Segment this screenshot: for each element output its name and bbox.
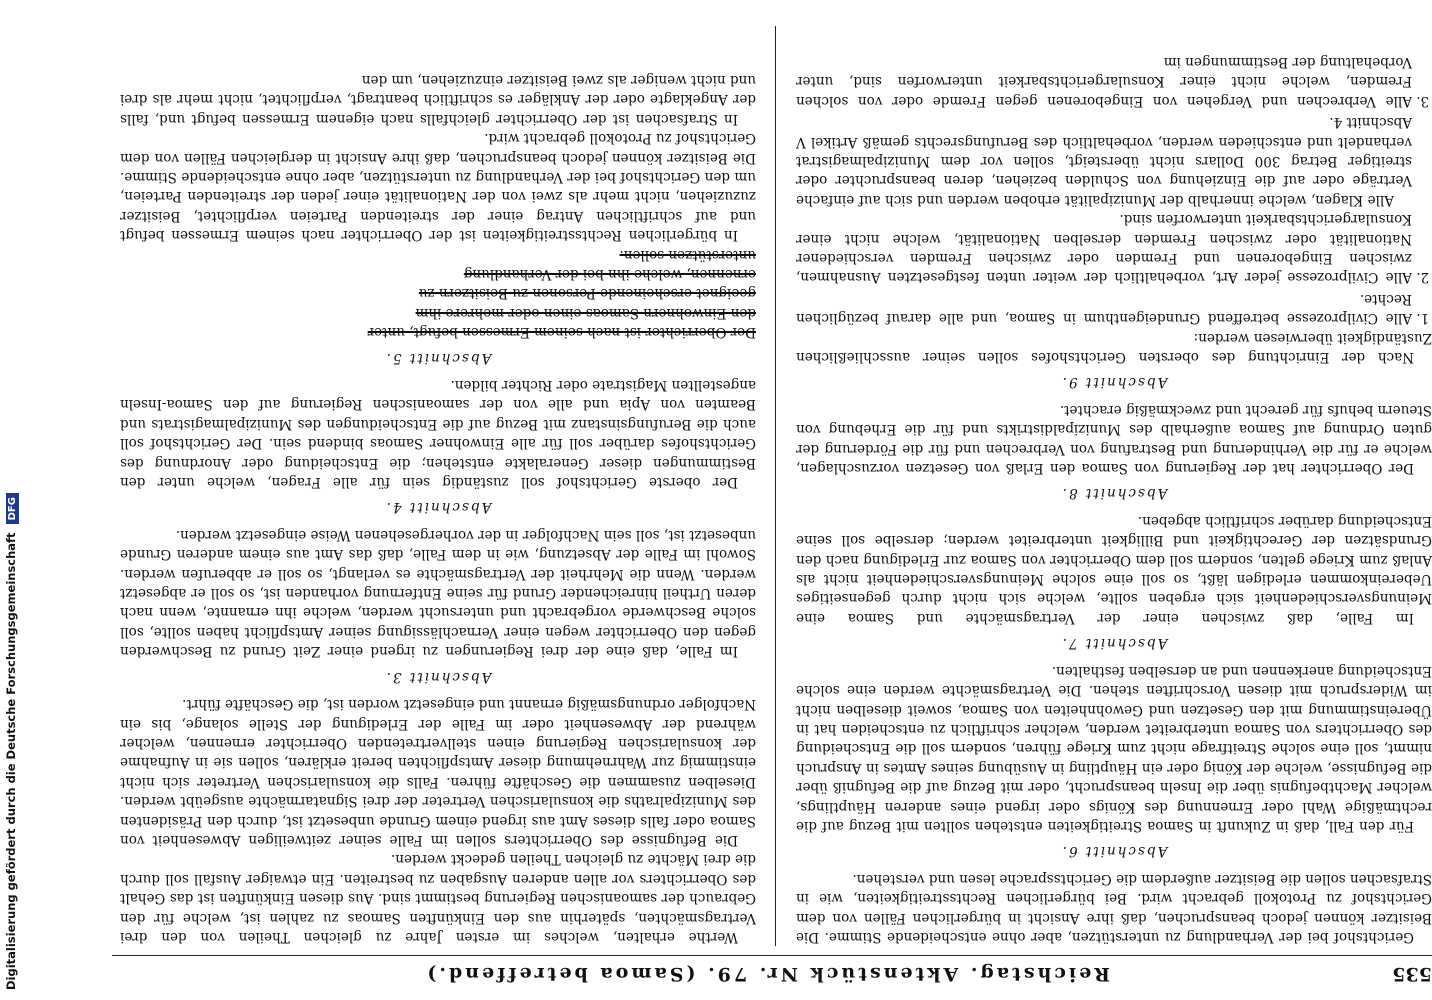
paragraph: Der Oberrichter hat der Regierung von Samoa den Erlaß von Gesetzen vorzuschlagen, welche er für die Verhinderung und Bestrafung von Verbrechen und für die Förderung der guten Ordnung auf Samoa außerhalb des Munizipaldistrikts und für die Erhebung von Steuern behufs für gerecht und zweckmäßig erachtet. (796, 401, 1432, 477)
paragraph: Im Falle, daß zwischen einer der Vertragsmächte und Samoa eine Meinungsverschiedenheit sich ergeben sollte, welche sich nicht durch gegenseitiges Uebereinkommen erledigen läßt, so soll eine solche Meinungsverschiedenheit nicht als Anlaß zum Kriege gelten, sondern soll dem Oberrichter von Samoa zur Erledigung nach den Grundsätzen der Gerechtigkeit und Billigkeit unterbreitet werden; derselbe soll seine Entscheidung darüber schriftlich abgeben. (796, 512, 1432, 626)
page-header (112, 960, 1432, 988)
section-heading: Abschnitt 9. (1060, 374, 1168, 391)
paragraph: Die Befugnisse des Oberrichters sollen im Falle seiner zeitweiligen Abwesenheit von Samoa oder falls dieses Amt aus irgend einem Grunde unbesetzt ist, durch den Präsidenten des Munizipalraths die konsularischen Vertreter der drei Signatarmächte ausgeübt werden. Dieselben zusammen die Geschäfte führen. Falls die konsularischen Vertreter sich nicht einstimmig zur Wahrnehmung dieser Amtspflichten bereit erklären, sollen sie in Aufnahme der konsularischen Regierung einen stellvertretenden Oberrichter ernennen, welcher während der Abwesenheit oder im Falle der Erledigung der Stelle solange, bis ein Nachfolger ordnungsmäßig ernannt und eingesetzt worden ist, die Geschäfte führt. (120, 696, 756, 848)
paragraph: Werthe erhalten, welches im ersten Jahre zu gleichen Theilen von den drei Vertragsmächten, späterhin aus den Einkünften Samoas zu zahlen ist, welche für den Gebrauch der samoanischen Regierung bestimmt sind. Aus diesen Einkünften ist das Gehalt des Oberrichters vor allen anderen Ausgaben zu bestreiten. Ein etwaiger Ausfall soll durch die drei Mächte zu gleichen Theilen gedeckt werden. (120, 851, 756, 945)
paragraph: Der oberste Gerichtshof soll zuständig sein für alle Fragen, welche unter den Bestimmungen dieser Generalakte entstehen; die Entscheidung oder Anordnung des Gerichtshofes darüber soll für alle Einwohner Samoas bindend sein. Der Gerichtshof soll auch die Berufungsinstanz mit Bezug auf die Entscheidungen des Munizipalmagistrats und Beamten von Apia und alle von der samoanischen Regierung auf den Samoa-Inseln angestellten Magistrate oder Richter bilden. (120, 377, 756, 491)
struck-line: unterstützen sollen. (619, 246, 756, 263)
struck-line: ernennen, welche ihn bei der Verhandlung (463, 266, 756, 282)
struck-line: geeignet erscheinende Personen zu Beisitzern zu (418, 285, 756, 302)
paragraph: Für den Fall, daß in Zukunft in Samoa Streitigkeiten entstehen sollten mit Bezug auf die rechtmäßige Wahl oder Ernennung des Königs oder irgend eines anderen Häuptlings, welcher Machtbefugnis über die Inseln beansprucht, oder mit Bezug auf die Befugniß über die Befugnisse, welche der König oder ein Häuptling in Ausübung seines Amtes in Anspruch nimmt, soll eine solche Streitfrage nicht zum Kriege führen, sondern soll die Entscheidung des Oberrichters von Samoa unterbreitet werden, welcher schriftlich zu entscheiden hat in Übereinstimmung mit den Gesetzen und Gewohnheiten von Samoa, soweit dieselben nicht im Widerspruch mit diesen Vorschriften stehen. Die Vertragsmächte werden eine solche Entscheidung anerkennen und an derselben festhalten. (796, 662, 1432, 834)
section-heading: Abschnitt 4. (384, 499, 492, 516)
struck-line: den Einwohnern Samoas einen oder mehrere ihm (415, 304, 756, 321)
section-heading: Abschnitt 6. (1060, 843, 1168, 860)
paragraph: Gerichtshof bei der Verhandlung zu unterstützen, aber ohne entscheidende Stimme. Die Beisitzer können jedoch beanspruchen, daß ihre Ansicht in bürgerlichen Fällen von dem Gerichtshof zu Protokoll gebracht wird. Bei bürgerlichen Rechtsstreitigkeiten, wie in Strafsachen sollen die Beisitzer außerdem die Gerichtssprache lesen und verstehen. (796, 870, 1432, 945)
column-divider (775, 26, 776, 946)
struck-passage (120, 244, 756, 341)
header-rule (112, 955, 1432, 956)
list-item-text: Alle Civilprozesse jeder Art, vorbehaltlich der weiter unten festgesetzten Ausnahmen, zwischen Eingeborenen und Fremden oder zwischen Fremden verschiedener Nationalität oder zwischen Fremden derselben Nationalität, welche nicht einer Konsulargerichtsbarkeit unterworfen sind. (796, 211, 1412, 286)
section-heading: Abschnitt 5. (384, 349, 492, 366)
paragraph: Nach der Einrichtung des obersten Gerichtshofes sollen seiner ausschließlichen Zuständigkeit überwiesen werden: (796, 329, 1432, 366)
column-right (796, 11, 1432, 946)
dfg-logo: DFG (6, 493, 19, 524)
paragraph: In Strafsachen ist der Oberrichter gleichfalls nach eigenem Ermessen befugt und, falls der Angeklagte oder der Ankläger es schriftlich beantragt, verpflichtet, nicht mehr als drei und nicht weniger als zwei Beisitzer einzuziehen, um den (120, 71, 756, 127)
section-heading: Abschnitt 8. (1060, 485, 1168, 502)
digitisation-credit (4, 493, 19, 990)
page-number: 535 (1392, 963, 1432, 985)
digitisation-sidebar (0, 0, 20, 1000)
paragraph: Alle Klagen, welche innerhalb der Munizipalität erhoben werden und sich auf einfache Verträge oder auf die Einziehung von Schulden beziehen, deren beanspruchter oder streitiger Betrag 300 Dollars nicht übersteigt, sollen vor dem Munizipalmagistrat verhandelt und entschieden werden, vorbehaltlich des Berufungsrechts gemäß Artikel V Abschnitt 4. (796, 114, 1412, 208)
section-heading: Abschnitt 3. (384, 668, 492, 685)
page-title: Reichstag. Aktenstück Nr. 79. (Samoa betreffend.) (424, 963, 1110, 985)
struck-line: Der Oberrichter ist nach seinem Ermessen befugt, unter (367, 324, 756, 341)
section-heading: Abschnitt 7. (1060, 635, 1168, 652)
column-left (120, 11, 756, 946)
list-item: 1. Alle Civilprozesse betreffend Grundeigenthum in Samoa, und alle darauf bezüglichen Rechte. (796, 288, 1412, 327)
list-item (796, 112, 1412, 287)
paragraph: Im Falle, daß eine der drei Regierungen zu irgend einer Zeit Grund zu Beschwerden gegen den Oberrichter wegen einer Vernachlässigung seiner Amtspflicht haben sollte, soll solche Beschwerde vorgebracht und untersucht werden, welche ihn ernannte, wenn nach deren Urtheil hinreichender Grund für seine Entfernung vorhanden ist, so soll er abgesetzt werden. Wenn die Mehrheit der Vertragsmächte es verlangt, so soll er abberufen werden. Sowohl im Falle der Absetzung, wie in dem Falle, daß das Amt aus einem anderen Grunde unbesetzt ist, soll sein Nachfolger in der vorhergesehenen Weise eingesetzt werden. (120, 526, 756, 660)
numbered-list (796, 52, 1432, 328)
list-item: 3. Alle Verbrechen und Vergehen von Eingeborenen gegen Fremde oder von solchen Fremden, welche nicht einer Konsulargerichtsbarkeit unterworfen sind, unter Vorbehaltung der Bestimmungen im (796, 52, 1412, 110)
paragraph: In bürgerlichen Rechtsstreitigkeiten ist der Oberrichter nach seinem Ermessen befugt und auf schriftlichen Antrag einer der streitenden Parteien verpflichtet, Beisitzer zuzuziehen, nicht mehr als zwei von der Nationalität einer jeden der streitenden Parteien, um den Gerichtshof bei der Verhandlung zu unterstützen, aber ohne entscheidende Stimme. Die Beisitzer können jedoch beanspruchen, daß ihre Ansicht in dergleichen Fällen von dem Gerichtshof zu Protokoll gebracht wird. (120, 130, 756, 244)
rotated-page-content (62, 0, 1432, 1000)
credit-text: Digitalisierung gefördert durch die Deutsche Forschungsgemeinschaft (4, 532, 18, 990)
